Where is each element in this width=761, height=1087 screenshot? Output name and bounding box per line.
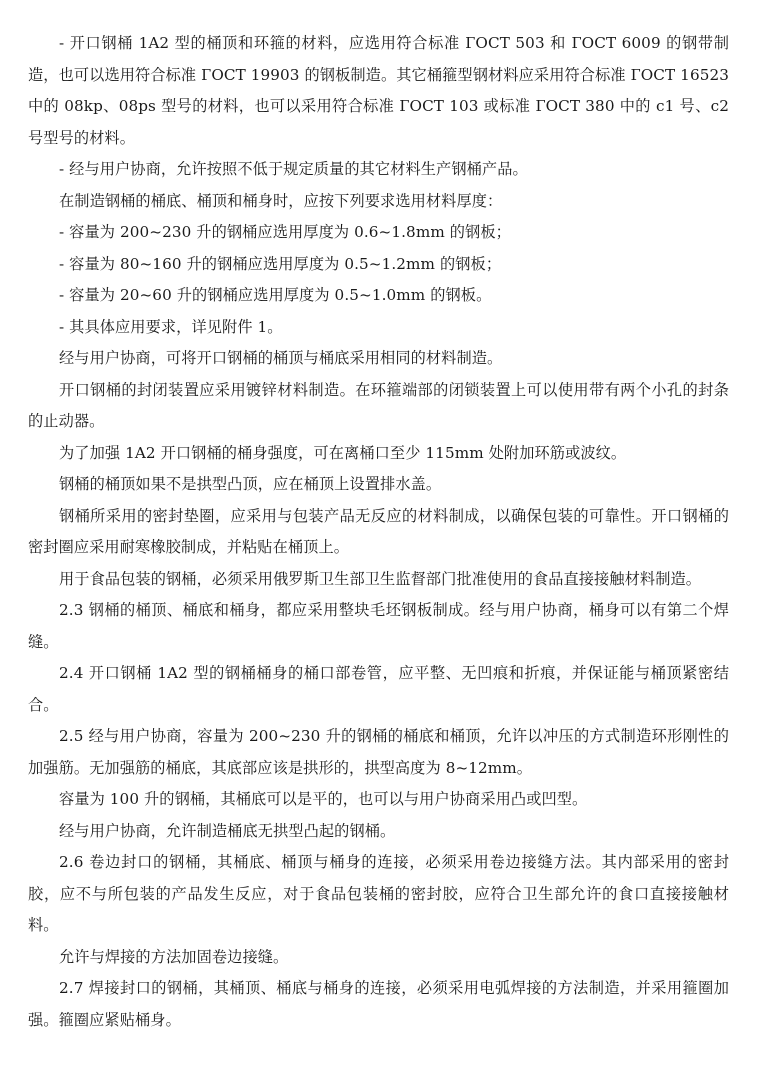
paragraph-21: 2.7 焊接封口的钢桶，其桶顶、桶底与桶身的连接，必须采用电弧焊接的方法制造，并采用箍圈加强。箍圈应紧贴桶身。	[28, 979, 729, 1029]
paragraph-5: - 容量为 80~160 升的钢桶应选用厚度为 0.5~1.2mm 的钢板；	[59, 254, 502, 273]
paragraph-18: 经与用户协商，允许制造桶底无拱型凸起的钢桶。	[59, 821, 396, 840]
paragraph-12: 钢桶所采用的密封垫圈，应采用与包装产品无反应的材料制成，以确保包装的可靠性。开口钢桶的密封圈应采用耐寒橡胶制成，并粘贴在桶顶上。	[28, 506, 729, 556]
paragraph-20: 允许与焊接的方法加固卷边接缝。	[59, 947, 289, 966]
paragraph-4: - 容量为 200~230 升的钢桶应选用厚度为 0.6~1.8mm 的钢板；	[59, 223, 511, 241]
paragraph-6: - 容量为 20~60 升的钢桶应选用厚度为 0.5~1.0mm 的钢板。	[59, 286, 492, 304]
paragraph-16: 2.5 经与用户协商，容量为 200~230 升的钢桶的桶底和桶顶，允许以冲压的方式制造环形刚性的加强筋。无加强筋的桶底，其底部应该是拱形的，拱型高度为 8~12mm。	[28, 727, 729, 777]
paragraph-15: 2.4 开口钢桶 1A2 型的钢桶桶身的桶口部卷管，应平整、无凹痕和折痕，并保证能与桶顶紧密结合。	[28, 664, 729, 714]
paragraph-3: 在制造钢桶的桶底、桶顶和桶身时，应按下列要求选用材料厚度：	[59, 191, 503, 210]
paragraph-7: - 其具体应用要求，详见附件 1。	[59, 317, 283, 336]
paragraph-9: 开口钢桶的封闭装置应采用镀锌材料制造。在环箍端部的闭锁装置上可以使用带有两个小孔的封条的止动器。	[28, 380, 729, 430]
paragraph-11: 钢桶的桶顶如果不是拱型凸顶，应在桶顶上设置排水盖。	[59, 475, 442, 493]
paragraph-17: 容量为 100 升的钢桶，其桶底可以是平的，也可以与用户协商采用凸或凹型。	[59, 790, 588, 808]
paragraph-2: - 经与用户协商，允许按照不低于规定质量的其它材料生产钢桶产品。	[59, 160, 528, 178]
paragraph-14: 2.3 钢桶的桶顶、桶底和桶身，都应采用整块毛坯钢板制成。经与用户协商，桶身可以有第二个焊缝。	[28, 601, 729, 651]
paragraph-1: - 开口钢桶 1A2 型的桶顶和环箍的材料，应选用符合标准 ГОСТ 503 和 ГОСТ 6009 的钢带制造，也可以选用符合标准 ГОСТ 19903 的钢板制造。其它桶箍型钢材料应采用符合标准 ГОСТ 16523 中的 08kp、08ps 型号的材料，也可以采用符合标准 ГОСТ 103 或标准 ГОСТ 380 中的 c1 号、c2 号型号的材料。	[28, 34, 729, 147]
paragraph-13: 用于食品包装的钢桶，必须采用俄罗斯卫生部卫生监督部门批准使用的食品直接接触材料制造。	[59, 569, 702, 588]
paragraph-8: 经与用户协商，可将开口钢桶的桶顶与桶底采用相同的材料制造。	[59, 349, 503, 367]
paragraph-19: 2.6 卷边封口的钢桶，其桶底、桶顶与桶身的连接，必须采用卷边接缝方法。其内部采用的密封胶，应不与所包装的产品发生反应，对于食品包装桶的密封胶，应符合卫生部允许的食口直接接触材料。	[28, 853, 729, 934]
paragraph-10: 为了加强 1A2 开口钢桶的桶身强度，可在离桶口至少 115mm 处附加环筋或波纹。	[59, 443, 627, 462]
